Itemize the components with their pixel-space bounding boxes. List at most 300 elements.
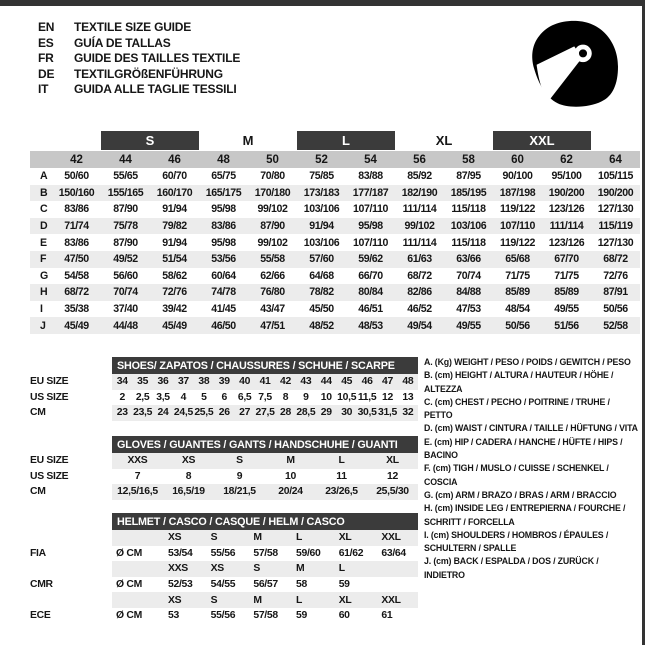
legend-item: F. (cm) TIGH / MUSLO / CUISSE / SCHENKEL / COSCIA [424,463,609,487]
size-rows [30,168,640,334]
size-value: 65/75 [211,170,236,183]
size-value: 45/49 [162,319,187,332]
size-value: 46/52 [407,303,432,316]
size-value: 71/75 [554,269,579,282]
size-value: 119/122 [500,203,535,216]
size-number: 42 [70,153,83,166]
size-value: 107/110 [353,236,388,249]
cell-value: 4 [180,391,187,403]
size-value: 49/55 [554,303,579,316]
size-value: 82/86 [407,286,432,299]
corner-cell [30,151,52,168]
cell-value [375,577,418,593]
cell-value: 25,5 [194,407,214,419]
cell-value: 10 [320,391,332,403]
diameter-label [112,561,162,577]
measurement-legend [424,356,640,582]
cell-value: M [296,563,305,575]
size-value: 187/198 [499,186,536,199]
size-value: 90/100 [502,170,533,183]
size-value: 107/110 [500,220,535,233]
size-value: 85/89 [505,286,530,299]
cell-value: 12 [387,470,398,482]
diameter-label: Ø CM [116,547,142,559]
cell-value: 58 [296,579,307,591]
size-value: 37/40 [113,303,138,316]
size-value: 111/114 [549,220,584,233]
size-number-row [30,151,640,168]
cell-value: 16,5/19 [172,486,205,498]
size-number: 50 [266,153,279,166]
cell-value: XS [168,594,182,606]
cell-value: 2,5 [135,391,150,403]
table-row [30,284,640,301]
size-value: 87/90 [260,220,285,233]
cell-value: XXL [381,532,401,544]
cell-value: S [253,563,260,575]
cell-value: M [286,455,295,467]
row-cells [112,577,418,593]
cell-value: L [296,532,303,544]
table-row [30,577,418,593]
size-value: 79/82 [162,220,187,233]
size-value: 35/38 [64,303,89,316]
cell-value: L [338,563,345,575]
table-row [30,218,640,235]
table-row [30,546,418,562]
size-value: 70/74 [456,269,481,282]
size-number: 54 [364,153,377,166]
size-number: 64 [609,153,622,166]
size-value: 68/72 [64,286,89,299]
table-row [30,561,418,577]
table-row [30,234,640,251]
row-letter: D [40,220,48,233]
size-value: 185/195 [450,186,487,199]
language-row [38,51,240,67]
size-value: 47/53 [456,303,481,316]
cell-value: 59/60 [296,547,321,559]
legend-item: C. (cm) CHEST / PECHO / POITRINE / TRUHE / PETTO [424,396,610,421]
legend-item: B. (cm) HEIGHT / ALTURA / HAUTEUR / HÖHE / ALTEZZA [424,370,614,394]
cell-value: 10 [285,470,296,482]
legend-item: I. (cm) SHOULDERS / HOMBROS / ÉPAULES / SCHULTERN / SPALLE [424,529,609,554]
cell-value: XS [210,563,224,575]
size-value: 71/74 [64,220,89,233]
size-value: 48/53 [358,319,383,332]
top-frame-bar [0,0,645,6]
size-value: 65/68 [505,253,530,266]
cell-value: 3,5 [156,391,170,403]
size-value: 115/119 [598,220,633,233]
standard-label [30,592,112,608]
size-value: 56/60 [113,269,138,282]
size-value: 87/90 [113,236,138,249]
cell-value: 18/21,5 [223,486,256,498]
cell-value: 39 [218,376,230,388]
size-value: 47/50 [64,253,89,266]
size-value: 177/187 [352,186,389,199]
gloves-title-bar: GLOVES / GUANTES / GANTS / HANDSCHUHE / GUANTI [112,436,418,453]
size-number: 48 [217,153,230,166]
size-value: 71/75 [505,269,530,282]
size-value: 68/72 [407,269,432,282]
cell-value: 23,5 [133,407,153,419]
table-row [30,201,640,218]
cell-value: 29 [320,407,332,419]
row-label: CM [30,407,46,419]
size-value: 83/86 [64,203,89,216]
cell-value: 9 [236,470,243,482]
language-row [38,20,240,36]
language-title: TEXTILE SIZE GUIDE [74,20,192,34]
size-group-row [30,131,640,150]
language-code: IT [38,82,49,97]
size-number: 56 [413,153,426,166]
size-value: 83/86 [64,236,89,249]
size-value: 50/60 [64,170,89,183]
size-value: 46/51 [358,303,383,316]
cell-value: M [253,594,262,606]
diameter-label [112,530,162,546]
helmet-rows [30,530,418,624]
row-label: EU SIZE [30,376,69,388]
cell-value: 55/56 [210,610,236,622]
size-value: 44/48 [113,319,138,332]
size-value: 115/118 [451,236,486,249]
size-value: 127/130 [597,203,634,216]
table-row [30,608,418,624]
size-value: 49/54 [407,319,432,332]
row-letter: G [40,269,48,282]
cell-value: 28 [279,407,291,419]
size-value: 111/114 [402,203,437,216]
shoes-table [30,357,418,421]
spacer [591,131,640,150]
helmet-title-bar: HELMET / CASCO / CASQUE / HELM / CASCO [112,513,418,530]
size-value: 99/102 [257,203,288,216]
language-code: DE [38,66,55,81]
row-letter: A [40,170,48,183]
size-value: 66/70 [358,269,383,282]
size-value: 87/90 [113,203,138,216]
cell-value: 40 [239,376,251,388]
size-value: 63/66 [456,253,481,266]
cell-value: 41 [259,376,271,388]
cell-value: L [338,455,345,467]
diameter-label: Ø CM [116,579,142,591]
cell-value: 12 [382,391,393,403]
cell-value: 25,5/30 [376,486,409,498]
size-value: 155/165 [107,186,144,199]
size-value: 95/98 [211,236,236,249]
size-value: 105/115 [598,170,633,183]
size-value: 111/114 [402,236,437,249]
table-row [30,168,640,185]
cell-value: 8 [282,391,289,403]
size-value: 123/126 [548,236,585,249]
cell-value: M [253,532,262,544]
cell-value: XXS [168,563,188,575]
legend-item: D. (cm) WAIST / CINTURA / TAILLE / HÜFTUNG / VITA [424,423,638,434]
size-value: 127/130 [597,236,634,249]
shoes-rows [30,374,418,421]
size-value: 60/70 [162,170,187,183]
row-letter: E [40,236,47,249]
size-value: 60/64 [211,269,236,282]
language-row [38,82,240,98]
cell-value: XL [338,532,352,544]
cell-value: XS [181,455,196,467]
cell-value: 24,5 [173,407,193,419]
row-cells [112,405,418,421]
cell-value: 23/26,5 [325,486,358,498]
size-value: 182/190 [401,186,438,199]
language-row [38,67,240,83]
size-value: 70/80 [260,170,285,183]
row-cells [112,561,418,577]
size-value: 64/68 [309,269,334,282]
size-value: 95/100 [551,170,582,183]
row-cells [112,546,418,562]
legend-item: E. (cm) HIP / CADERA / HANCHE / HÜFTE / HIPS / BACINO [424,436,623,461]
size-value: 52/58 [603,319,628,332]
language-code: FR [38,51,54,66]
cell-value: 59 [296,610,307,622]
row-letter: C [40,203,48,216]
size-value: 75/78 [113,220,138,233]
row-cells [112,469,418,485]
size-value: 91/94 [162,236,187,249]
row-letter: F [40,253,47,266]
size-number: 46 [168,153,181,166]
size-value: 165/175 [205,186,242,199]
row-cells [112,484,418,500]
size-value: 55/58 [260,253,285,266]
cell-value: 10,5 [337,391,357,403]
language-title: GUIDA ALLE TAGLIE TESSILI [74,82,237,97]
size-value: 68/72 [603,253,628,266]
cell-value: 27,5 [255,407,275,419]
size-number: 62 [560,153,573,166]
cell-value: 8 [185,470,192,482]
size-value: 107/110 [353,203,388,216]
size-value: 119/122 [500,236,535,249]
size-value: 72/76 [162,286,187,299]
size-value: 62/66 [260,269,285,282]
row-cells [112,530,418,546]
size-number: 44 [119,153,132,166]
size-value: 75/85 [309,170,334,183]
cell-value: 47 [382,376,393,388]
cell-value: 31,5 [377,407,397,419]
size-value: 50/56 [505,319,530,332]
cell-value: 60 [338,610,350,622]
cell-value: 45 [341,376,353,388]
size-value: 160/170 [156,186,193,199]
size-value: 74/78 [211,286,236,299]
standard-label: CMR [30,579,53,591]
language-code: ES [38,35,54,50]
cell-value: 6 [221,391,227,403]
size-value: 50/56 [603,303,628,316]
size-value: 91/94 [162,203,187,216]
size-value: 55/65 [113,170,138,183]
size-value: 103/106 [303,203,340,216]
row-letter: B [40,186,48,199]
size-value: 150/160 [58,186,95,199]
table-row [30,268,640,285]
row-cells [112,390,418,406]
cell-value: XS [168,532,182,544]
size-value: 76/80 [260,286,285,299]
size-value: 49/55 [456,319,481,332]
language-code: EN [38,20,55,34]
row-label: EU SIZE [30,455,69,467]
cell-value: 44 [320,376,332,388]
cell-value: 34 [116,376,128,388]
table-row [30,453,418,469]
cell-value: 32 [402,407,414,419]
gloves-rows [30,453,418,500]
language-list [38,20,240,98]
table-row [30,484,418,500]
helmet-icon [520,14,625,119]
standard-label [30,530,112,546]
size-value: 72/76 [603,269,628,282]
diameter-label: Ø CM [116,610,142,622]
row-cells [112,608,418,624]
size-number: 58 [462,153,475,166]
cell-value: 30,5 [357,407,377,419]
cell-value: S [210,532,218,544]
standard-label: ECE [30,610,51,622]
cell-value: 36 [157,376,169,388]
size-value: 80/84 [358,286,383,299]
size-value: 115/118 [451,203,486,216]
size-value: 51/54 [162,253,187,266]
size-value: 103/106 [450,220,487,233]
size-group-xl: XL [435,133,453,148]
table-row [30,530,418,546]
size-value: 46/50 [211,319,236,332]
cell-value: S [236,455,243,467]
size-value: 91/94 [309,220,334,233]
textile-size-table [30,131,640,334]
size-value: 45/50 [309,303,334,316]
row-cells [112,453,418,469]
table-row [30,317,640,334]
table-row [30,592,418,608]
cell-value: 23 [116,407,128,419]
row-label: CM [30,486,46,498]
table-row [30,405,418,421]
size-value: 99/102 [257,236,288,249]
cell-value: 61/62 [338,547,364,559]
size-value: 57/60 [309,253,334,266]
cell-value: 38 [198,376,210,388]
cell-value: XXL [381,594,401,606]
size-value: 61/63 [407,253,432,266]
table-row [30,390,418,406]
size-value: 170/180 [254,186,291,199]
size-value: 49/52 [113,253,138,266]
size-group-xxl: XXL [493,131,591,150]
cell-value: 6,5 [237,391,252,403]
row-letter: H [40,286,48,299]
cell-value: 56/57 [253,579,278,591]
cell-value: 37 [177,376,189,388]
cell-value: XXS [127,455,148,467]
size-number: 52 [315,153,328,166]
row-cells [112,374,418,390]
cell-value: 53 [168,610,179,622]
gloves-table [30,436,418,500]
cell-value: 26 [218,407,230,419]
size-value: 103/106 [303,236,340,249]
cell-value: 59 [338,579,350,591]
size-number: 60 [511,153,524,166]
size-value: 190/200 [597,186,634,199]
diameter-label [112,592,162,608]
row-letter: I [40,303,43,316]
shoes-title-bar: SHOES/ ZAPATOS / CHAUSSURES / SCHUHE / SCARPE [112,357,418,374]
cell-value: XL [386,455,399,467]
size-value: 48/52 [309,319,334,332]
standard-label [30,561,112,577]
cell-value: S [210,594,218,606]
table-row [30,301,640,318]
table-row [30,185,640,202]
cell-value: 20/24 [278,486,303,498]
size-value: 190/200 [548,186,585,199]
size-value: 39/42 [162,303,187,316]
cell-value: 2 [119,391,125,403]
cell-value: 52/53 [168,579,193,591]
row-cells [112,592,418,608]
cell-value: 48 [402,376,414,388]
cell-value: 42 [279,376,291,388]
cell-value: 57/58 [253,610,278,622]
cell-value: 63/64 [381,547,406,559]
size-value: 83/86 [211,220,236,233]
size-value: 84/88 [456,286,481,299]
size-value: 95/98 [358,220,383,233]
row-letter: J [40,319,46,332]
table-row [30,251,640,268]
cell-value: 55/56 [210,547,236,559]
table-row [30,374,418,390]
size-value: 59/62 [358,253,383,266]
size-value: 67/70 [554,253,579,266]
size-value: 78/82 [309,286,334,299]
cell-value: 11 [336,470,347,482]
cell-value: 9 [303,391,309,403]
standard-label: FIA [30,547,46,559]
size-group-l: L [297,131,395,150]
size-value: 41/45 [211,303,236,316]
size-value: 53/56 [211,253,236,266]
row-label: US SIZE [30,470,69,482]
size-value: 83/88 [358,170,383,183]
size-value: 47/51 [260,319,285,332]
size-value: 95/98 [211,203,236,216]
cell-value: 24 [157,407,169,419]
language-title: GUÍA DE TALLAS [74,35,171,50]
size-value: 123/126 [548,203,585,216]
size-value: 87/91 [603,286,628,299]
cell-value: 54/55 [210,579,236,591]
